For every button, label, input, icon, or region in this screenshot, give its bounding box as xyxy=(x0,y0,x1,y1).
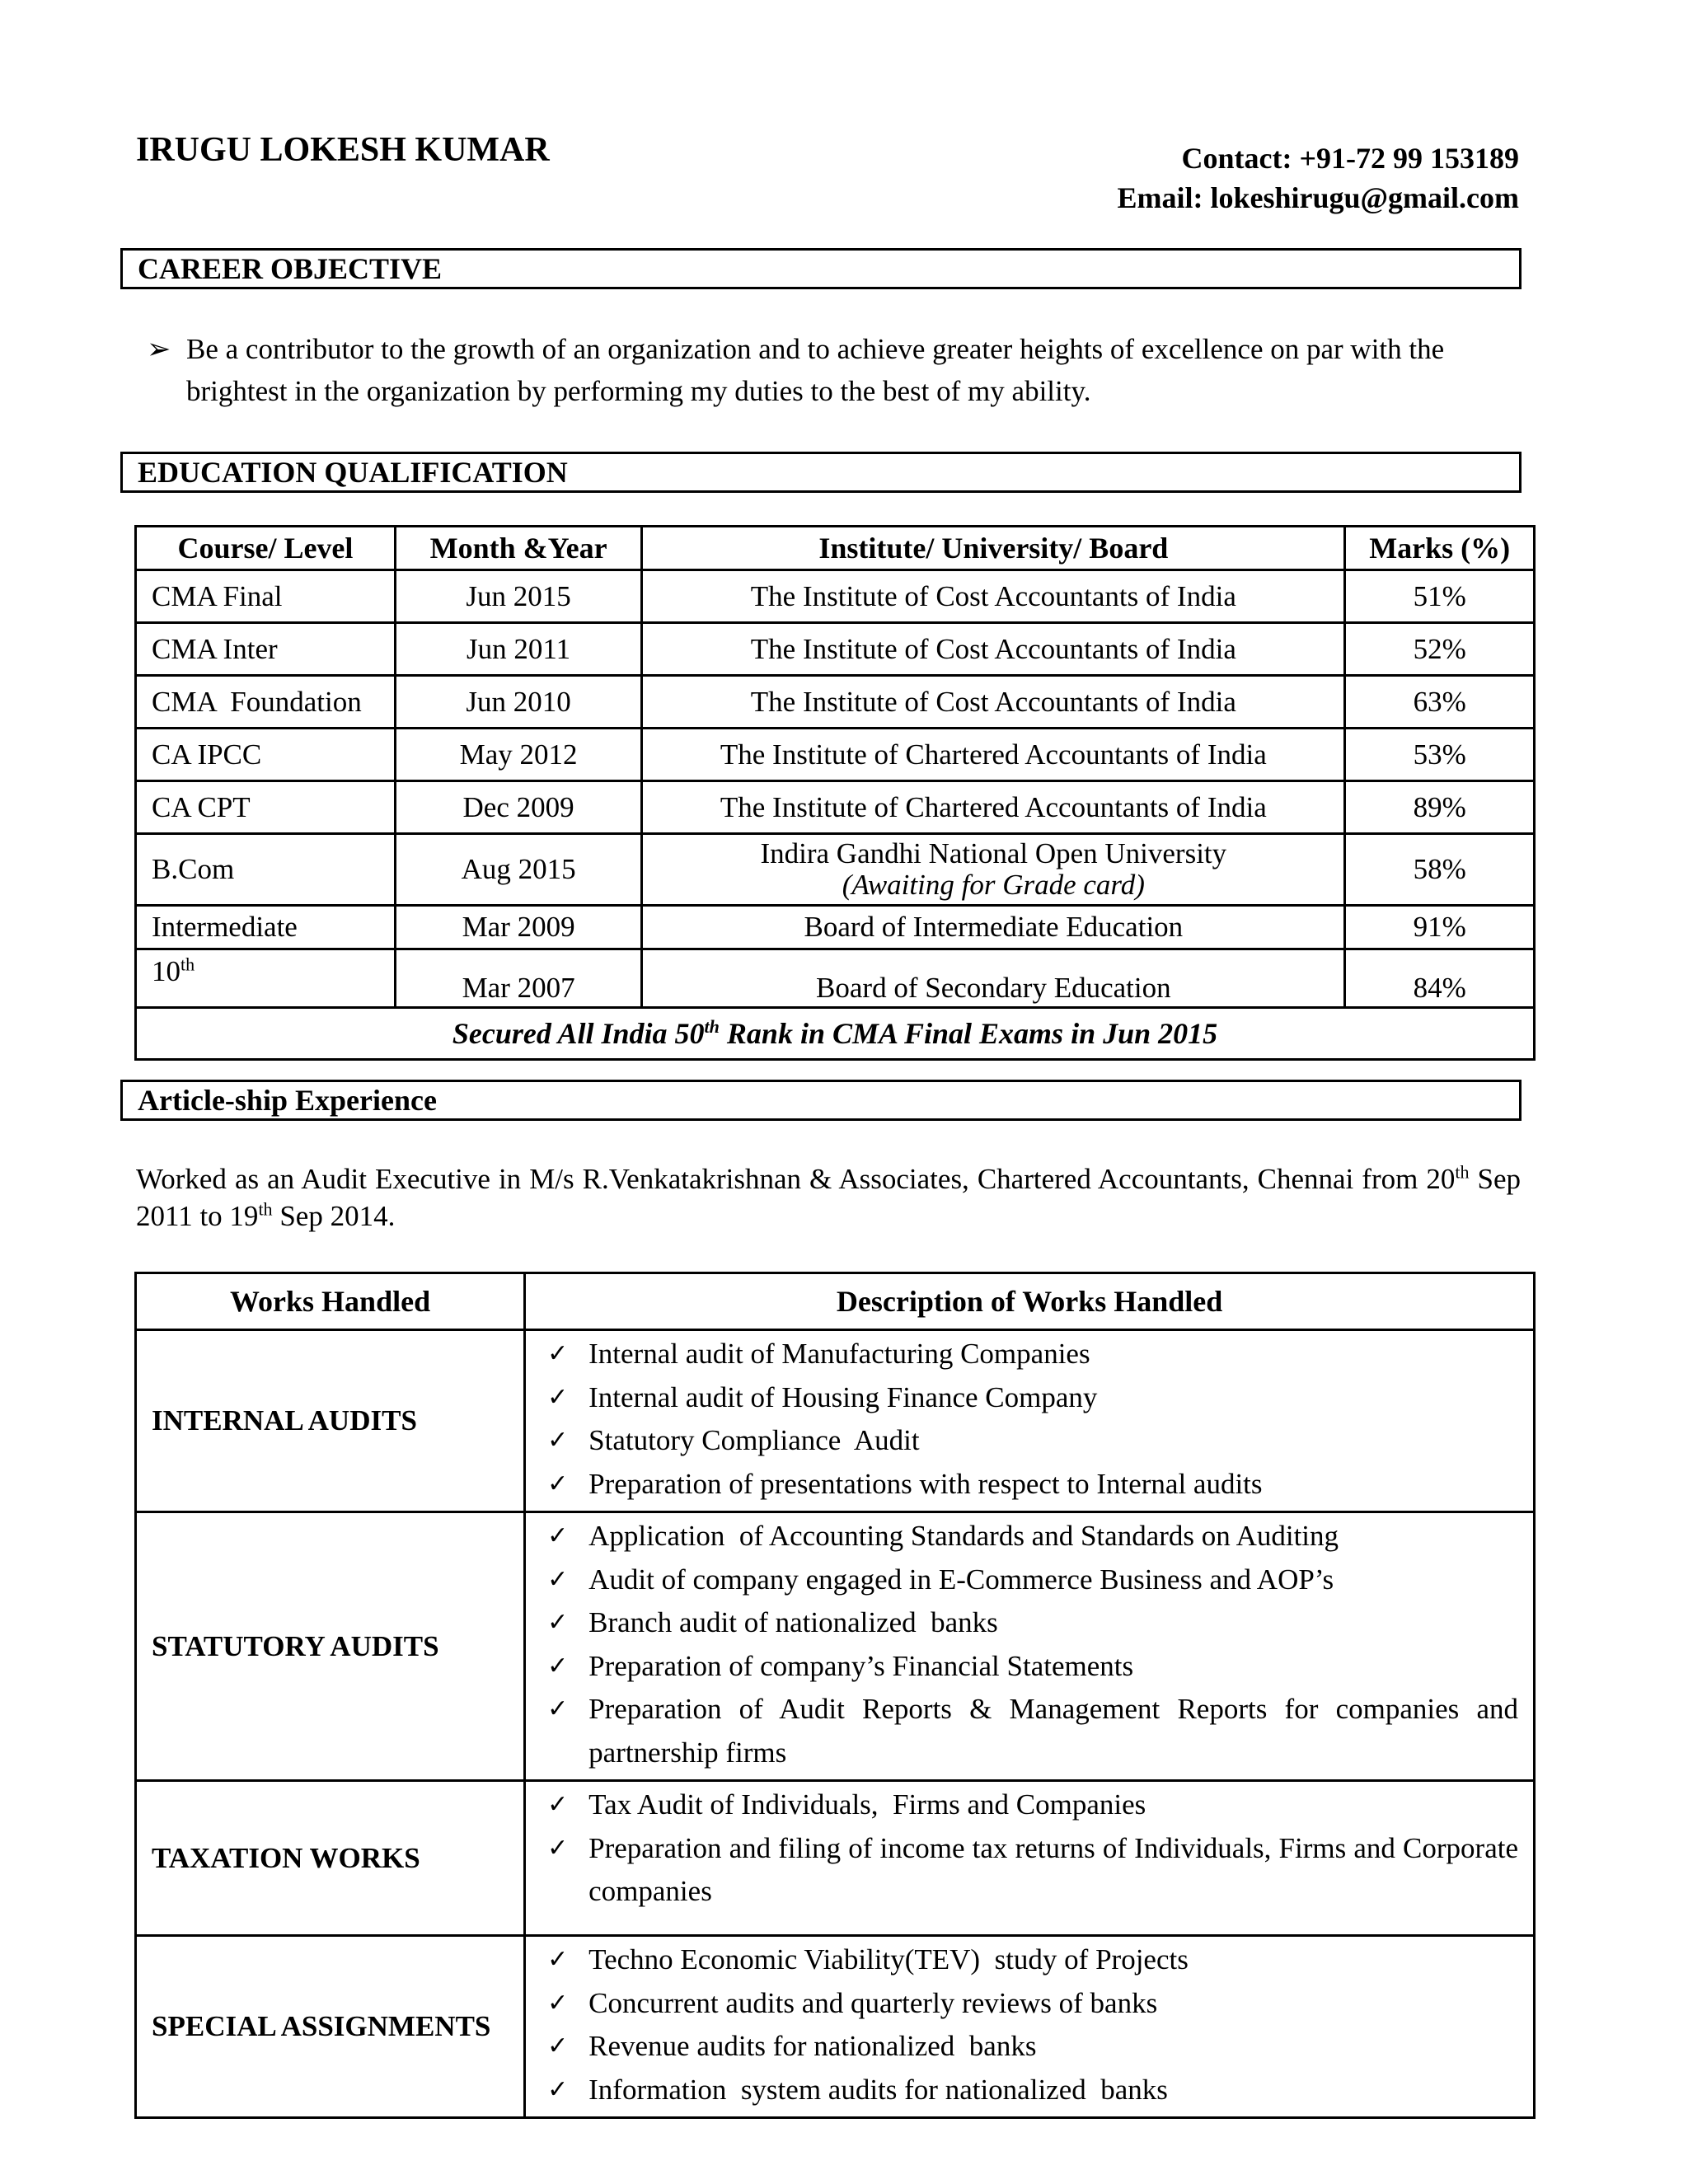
date-cell: Jun 2010 xyxy=(395,676,641,729)
works-category: TAXATION WORKS xyxy=(136,1781,525,1936)
col-header-institute: Institute/ University/ Board xyxy=(642,527,1345,570)
course-cell: CMA Final xyxy=(136,570,396,623)
course-cell: CA CPT xyxy=(136,781,396,834)
check-icon: ✓ xyxy=(547,1521,569,1550)
item-text: Statutory Compliance Audit xyxy=(588,1424,920,1456)
articleship-description xyxy=(136,1160,1521,1235)
table-row xyxy=(136,949,1535,1008)
date-cell: Mar 2007 xyxy=(395,949,641,1008)
check-icon: ✓ xyxy=(547,1382,569,1412)
institute-cell: The Institute of Cost Accountants of India xyxy=(642,676,1345,729)
check-icon: ✓ xyxy=(547,2074,569,2104)
rank-superscript: th xyxy=(704,1016,720,1037)
check-icon: ✓ xyxy=(547,1469,569,1498)
institute-name: Indira Gandhi National Open University xyxy=(760,837,1227,869)
marks-cell: 91% xyxy=(1345,906,1535,949)
marks-cell: 51% xyxy=(1345,570,1535,623)
institute-cell: The Institute of Chartered Accountants of India xyxy=(642,781,1345,834)
rank-footer-row xyxy=(136,1008,1535,1060)
item-text: Internal audit of Housing Finance Company xyxy=(588,1380,1098,1413)
check-icon: ✓ xyxy=(547,1945,569,1974)
works-items xyxy=(525,1936,1535,2118)
check-icon: ✓ xyxy=(547,2032,569,2060)
date-cell: Jun 2011 xyxy=(395,623,641,676)
course-cell: B.Com xyxy=(136,834,396,906)
list-item xyxy=(541,1645,1518,1689)
date-cell: Aug 2015 xyxy=(395,834,641,906)
col-header-works: Works Handled xyxy=(136,1273,525,1330)
check-icon: ✓ xyxy=(547,1426,569,1455)
list-item xyxy=(541,2069,1518,2112)
table-row xyxy=(136,570,1535,623)
works-row xyxy=(136,1512,1535,1781)
item-text: Concurrent audits and quarterly reviews of banks xyxy=(588,1986,1158,2019)
item-text: Branch audit of nationalized banks xyxy=(588,1606,998,1638)
list-item xyxy=(541,1688,1518,1774)
item-text: Preparation and filing of income tax returns of Individuals, Firms and Corporate companies xyxy=(588,1831,1518,1907)
check-icon: ✓ xyxy=(547,1564,569,1594)
section-articleship: Article-ship Experience xyxy=(120,1080,1522,1121)
course-cell xyxy=(136,949,396,1008)
list-item xyxy=(541,1376,1518,1420)
institute-cell: The Institute of Cost Accountants of India xyxy=(642,623,1345,676)
institute-cell: Board of Secondary Education xyxy=(642,949,1345,1008)
section-education: EDUCATION QUALIFICATION xyxy=(120,452,1522,493)
table-row xyxy=(136,834,1535,906)
rank-text-post: Rank in CMA Final Exams in Jun 2015 xyxy=(719,1017,1218,1050)
rank-footer xyxy=(136,1008,1535,1060)
check-icon: ✓ xyxy=(547,1833,569,1863)
arrow-bullet-icon: ➢ xyxy=(147,333,171,365)
contact-block xyxy=(1118,138,1520,218)
col-header-marks: Marks (%) xyxy=(1345,527,1535,570)
desc-part-1: Worked as an Audit Executive in M/s R.Venkatakrishnan & Associates, Chartered Accountants, Chennai from 20 xyxy=(136,1163,1456,1195)
course-cell: Intermediate xyxy=(136,906,396,949)
item-text: Preparation of Audit Reports & Management Reports for companies and partnership firms xyxy=(588,1693,1518,1769)
item-text: Tax Audit of Individuals, Firms and Companies xyxy=(588,1788,1146,1821)
marks-cell: 52% xyxy=(1345,623,1535,676)
marks-cell: 58% xyxy=(1345,834,1535,906)
list-item xyxy=(541,1419,1518,1463)
check-icon: ✓ xyxy=(547,1694,569,1723)
marks-cell: 89% xyxy=(1345,781,1535,834)
course-superscript: th xyxy=(181,954,195,975)
table-row xyxy=(136,623,1535,676)
works-category: STATUTORY AUDITS xyxy=(136,1512,525,1781)
works-category: INTERNAL AUDITS xyxy=(136,1330,525,1512)
col-header-course: Course/ Level xyxy=(136,527,396,570)
item-text: Information system audits for nationalized banks xyxy=(588,2073,1168,2106)
contact-email: Email: lokeshirugu@gmail.com xyxy=(1117,181,1519,214)
institute-cell xyxy=(642,834,1345,906)
check-icon: ✓ xyxy=(547,1790,569,1819)
marks-cell: 63% xyxy=(1345,676,1535,729)
item-text: Audit of company engaged in E-Commerce Business and AOP’s xyxy=(588,1563,1334,1596)
list-item xyxy=(541,2025,1518,2069)
table-row xyxy=(136,781,1535,834)
item-text: Preparation of presentations with respect to Internal audits xyxy=(588,1467,1263,1500)
rank-text-pre: Secured All India 50 xyxy=(452,1017,705,1050)
date-cell: Jun 2015 xyxy=(395,570,641,623)
check-icon: ✓ xyxy=(547,1339,569,1368)
works-row xyxy=(136,1936,1535,2118)
career-objective-text xyxy=(147,328,1523,412)
list-item xyxy=(541,1463,1518,1507)
course-cell: CMA Foundation xyxy=(136,676,396,729)
works-table xyxy=(134,1272,1536,2119)
list-item xyxy=(541,1938,1518,1982)
works-category: SPECIAL ASSIGNMENTS xyxy=(136,1936,525,2118)
date-cell: Mar 2009 xyxy=(395,906,641,949)
table-row xyxy=(136,729,1535,781)
marks-cell: 53% xyxy=(1345,729,1535,781)
works-items xyxy=(525,1512,1535,1781)
date-cell: Dec 2009 xyxy=(395,781,641,834)
works-items xyxy=(525,1781,1535,1936)
candidate-name: IRUGU LOKESH KUMAR xyxy=(136,131,550,169)
item-text: Revenue audits for nationalized banks xyxy=(588,2030,1037,2062)
works-items xyxy=(525,1330,1535,1512)
institute-note: (Awaiting for Grade card) xyxy=(842,869,1145,901)
desc-part-2: Sep 2011 to 19 xyxy=(136,1163,1521,1232)
list-item xyxy=(541,1783,1518,1827)
check-icon: ✓ xyxy=(547,1988,569,2018)
table-row xyxy=(136,906,1535,949)
list-item xyxy=(541,1333,1518,1376)
course-cell: CMA Inter xyxy=(136,623,396,676)
item-text: Techno Economic Viability(TEV) study of Projects xyxy=(588,1943,1189,1975)
works-row xyxy=(136,1781,1535,1936)
list-item xyxy=(541,1982,1518,2026)
institute-cell: The Institute of Cost Accountants of India xyxy=(642,570,1345,623)
check-icon: ✓ xyxy=(547,1651,569,1680)
check-icon: ✓ xyxy=(547,1608,569,1637)
col-header-description: Description of Works Handled xyxy=(525,1273,1535,1330)
works-row xyxy=(136,1330,1535,1512)
date-cell: May 2012 xyxy=(395,729,641,781)
col-header-date: Month &Year xyxy=(395,527,641,570)
list-item xyxy=(541,1515,1518,1558)
list-item xyxy=(541,1558,1518,1602)
item-text: Preparation of company’s Financial Statements xyxy=(588,1649,1134,1682)
marks-cell: 84% xyxy=(1345,949,1535,1008)
desc-part-3: Sep 2014. xyxy=(272,1200,396,1232)
objective-paragraph: Be a contributor to the growth of an organization and to achieve greater heights of excellence on par with the brightest in the organization by performing my duties to the best of my ability. xyxy=(186,333,1445,407)
section-career-objective: CAREER OBJECTIVE xyxy=(120,248,1522,289)
course-text: 10 xyxy=(152,955,181,987)
desc-superscript-1: th xyxy=(1455,1161,1470,1183)
list-item xyxy=(541,1827,1518,1914)
institute-cell: Board of Intermediate Education xyxy=(642,906,1345,949)
desc-superscript-2: th xyxy=(258,1198,273,1220)
institute-cell: The Institute of Chartered Accountants of India xyxy=(642,729,1345,781)
contact-phone: Contact: +91-72 99 153189 xyxy=(1181,142,1519,175)
list-item xyxy=(541,1601,1518,1645)
item-text: Internal audit of Manufacturing Companies xyxy=(588,1338,1090,1370)
course-cell: CA IPCC xyxy=(136,729,396,781)
education-table xyxy=(134,525,1536,1061)
table-row xyxy=(136,676,1535,729)
item-text: Application of Accounting Standards and Standards on Auditing xyxy=(588,1520,1339,1552)
